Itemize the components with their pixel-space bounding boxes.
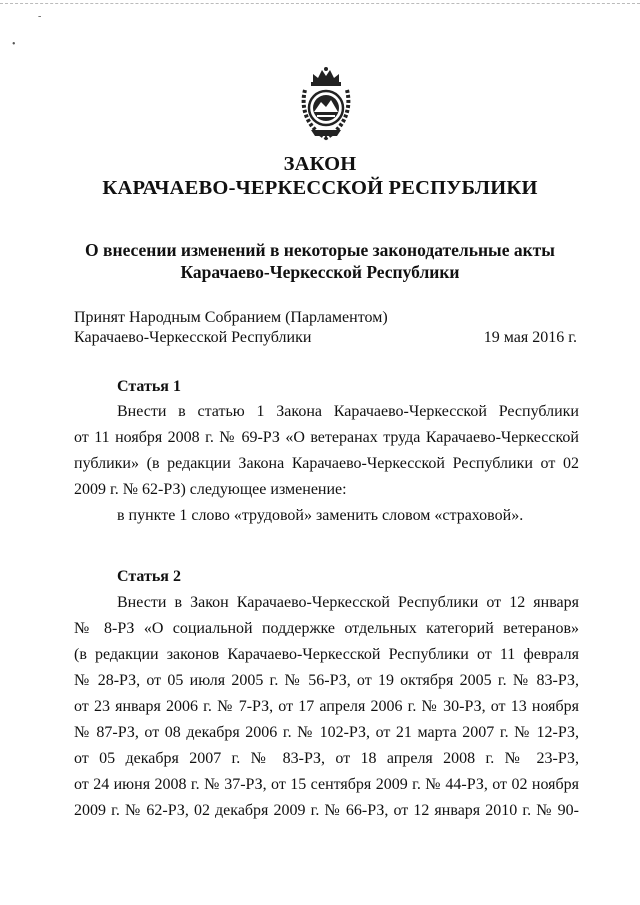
paragraph-line: публики» (в редакции Закона Карачаево-Черкесской Республики от 02 <box>74 455 579 472</box>
scan-mark: • <box>12 39 16 50</box>
paragraph-line: в пункте 1 слово «трудовой» заменить словом «страховой». <box>117 507 524 524</box>
law-subtitle-line2: Карачаево-Черкесской Республики <box>180 262 460 282</box>
paragraph-line: (в редакции законов Карачаево-Черкесской Республики от 11 февраля <box>74 646 579 663</box>
paragraph-line: Внести в статью 1 Закона Карачаево-Черкесской Республики <box>117 403 579 420</box>
paragraph-line: от 23 января 2006 г. № 7-РЗ, от 17 апреля 2006 г. № 30-РЗ, от 13 ноября <box>74 698 579 715</box>
paragraph-line: от 05 декабря 2007 г. № 83-РЗ, от 18 апреля 2008 г. № 23-РЗ, <box>74 750 579 767</box>
paragraph-line: 2009 г. № 62-РЗ) следующее изменение: <box>74 481 347 498</box>
paragraph-line: № 87-РЗ, от 08 декабря 2006 г. № 102-РЗ, от 21 марта 2007 г. № 12-РЗ, <box>74 724 579 741</box>
scan-mark: - <box>38 11 42 22</box>
paragraph-line: № 28-РЗ, от 05 июля 2005 г. № 56-РЗ, от 19 октября 2005 г. № 83-РЗ, <box>74 672 579 689</box>
adoption-text: Принят Народным Собранием (Парламентом) <box>74 309 388 326</box>
paragraph-line: от 24 июня 2008 г. № 37-РЗ, от 15 сентября 2009 г. № 44-РЗ, от 02 ноября <box>74 776 579 793</box>
article-heading: Статья 2 <box>117 568 181 585</box>
paragraph-line: № 8-РЗ «О социальной поддержке отдельных категорий ветеранов» <box>74 620 579 637</box>
paragraph-line: 2009 г. № 62-РЗ, 02 декабря 2009 г. № 66-РЗ, от 12 января 2010 г. № 90- <box>74 802 579 819</box>
paragraph-line: от 11 ноября 2008 г. № 69-РЗ «О ветеранах труда Карачаево-Черкесской <box>74 429 579 446</box>
adoption-date: 19 мая 2016 г. <box>483 329 577 346</box>
law-title: ЗАКОН <box>283 153 357 175</box>
law-title-republic: КАРАЧАЕВО-ЧЕРКЕССКОЙ РЕСПУБЛИКИ <box>102 177 538 199</box>
adoption-text-line2: Карачаево-Черкесской Республики <box>74 329 312 346</box>
article-heading: Статья 1 <box>117 378 181 395</box>
scan-top-edge <box>0 3 640 4</box>
coat-of-arms-emblem <box>299 66 353 142</box>
law-subtitle: О внесении изменений в некоторые законодательные акты <box>85 240 555 260</box>
paragraph-line: Внести в Закон Карачаево-Черкесской Республики от 12 января <box>117 594 579 611</box>
